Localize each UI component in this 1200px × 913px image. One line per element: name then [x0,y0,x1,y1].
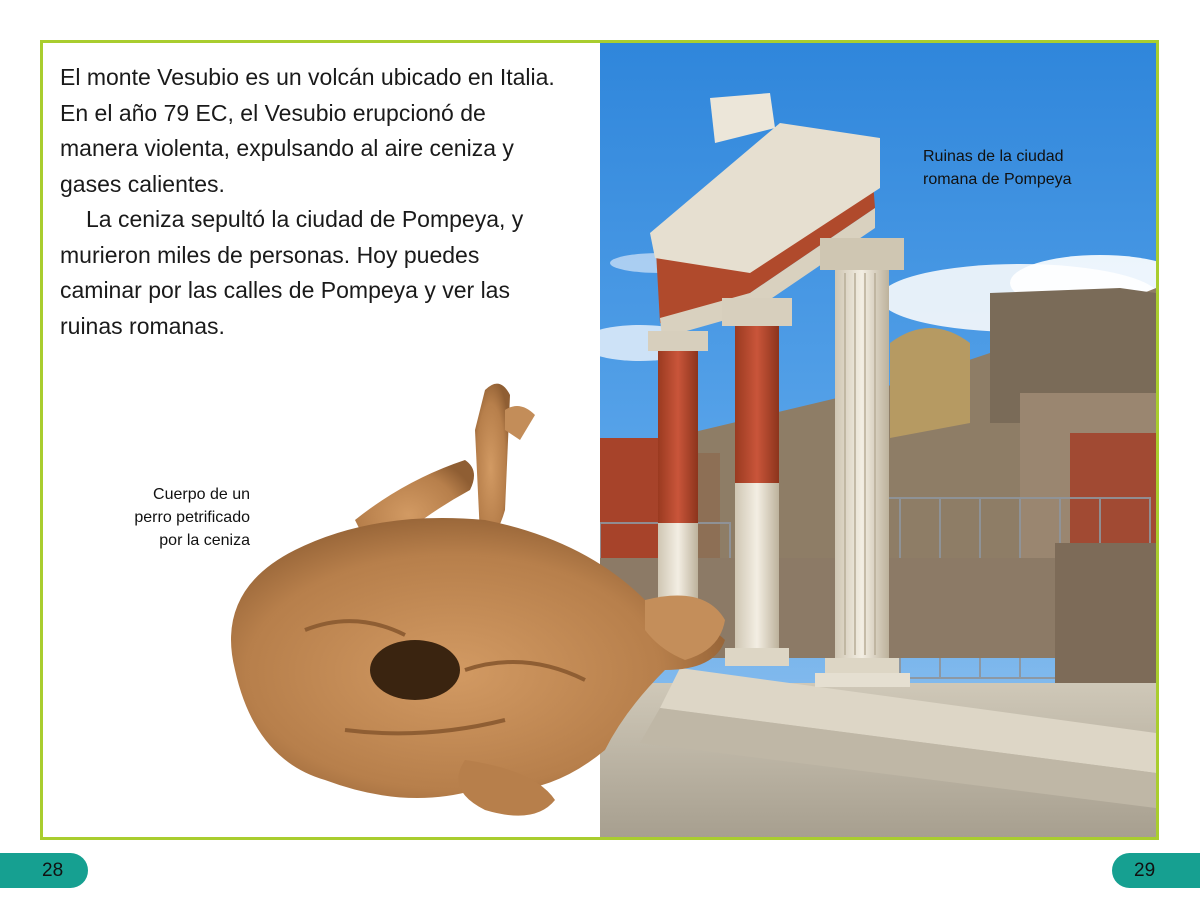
ruins-photo-caption [923,145,1072,191]
dog-photo-caption [134,483,250,552]
main-body-text [60,60,560,344]
petrified-dog-photo [205,370,750,835]
caption-line: Ruinas de la ciudad [923,148,1064,165]
caption-line: por la ceniza [159,532,250,549]
caption-line: Cuerpo de un [153,486,250,503]
paragraph-pompeii: La ceniza sepultó la ciudad de Pompeya, y murieron miles de personas. Hoy puedes caminar por las calles de Pompeya y ver las ruinas romanas. [60,206,524,339]
caption-line: romana de Pompeya [923,171,1072,188]
caption-line: perro petrificado [134,509,250,526]
page-number-tab-left [0,853,88,888]
paragraph-vesuvius: El monte Vesubio es un volcán ubicado en Italia. En el año 79 EC, el Vesubio erupcionó de manera violenta, expulsando al aire ceniza y gases calientes. [60,64,555,197]
page-number: 29 [1134,860,1156,881]
page-number: 28 [42,860,64,881]
page-number-tab-right [1112,853,1200,888]
